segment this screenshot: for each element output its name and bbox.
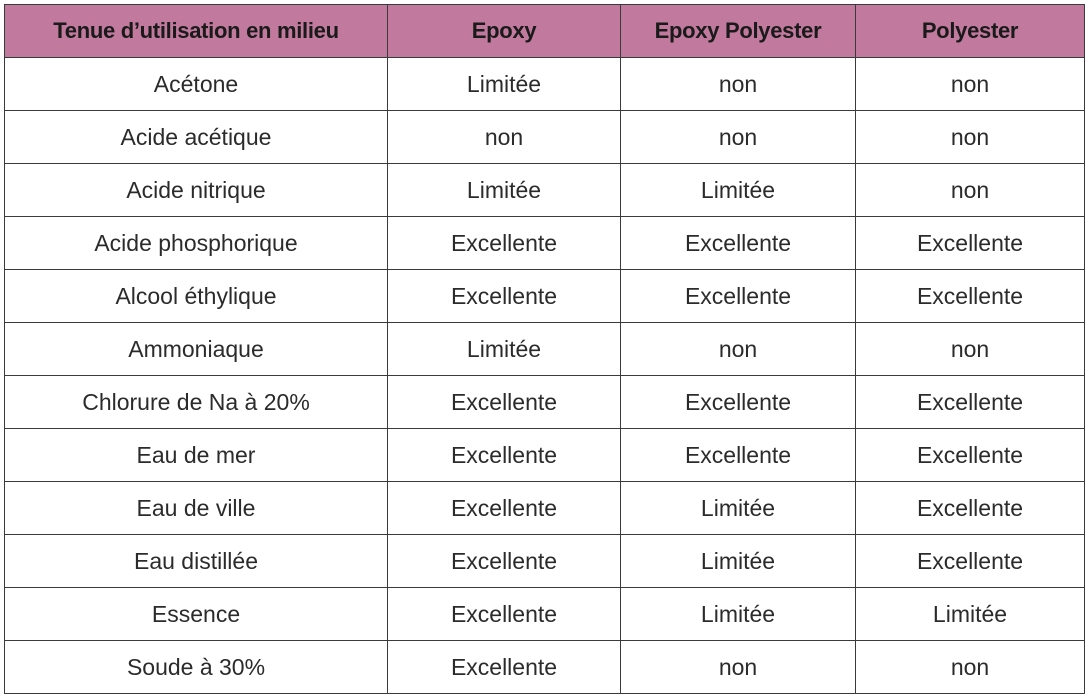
cell-environment: Eau distillée xyxy=(5,535,388,588)
table-row xyxy=(5,376,1085,429)
cell-epoxy: Excellente xyxy=(388,270,621,323)
cell-epoxy-polyester: non xyxy=(621,323,856,376)
cell-polyester: non xyxy=(856,323,1085,376)
cell-epoxy-polyester: non xyxy=(621,58,856,111)
cell-epoxy: Excellente xyxy=(388,641,621,694)
cell-epoxy-polyester: non xyxy=(621,111,856,164)
cell-polyester: Excellente xyxy=(856,376,1085,429)
cell-environment: Soude à 30% xyxy=(5,641,388,694)
header-epoxy-polyester: Epoxy Polyester xyxy=(621,5,856,58)
cell-polyester: non xyxy=(856,641,1085,694)
cell-epoxy-polyester: Limitée xyxy=(621,164,856,217)
table-row xyxy=(5,641,1085,694)
cell-polyester: Limitée xyxy=(856,588,1085,641)
cell-environment: Ammoniaque xyxy=(5,323,388,376)
table-row xyxy=(5,535,1085,588)
table-row xyxy=(5,270,1085,323)
cell-epoxy: Excellente xyxy=(388,376,621,429)
cell-epoxy: Limitée xyxy=(388,58,621,111)
cell-environment: Acide acétique xyxy=(5,111,388,164)
cell-polyester: non xyxy=(856,111,1085,164)
cell-epoxy-polyester: Excellente xyxy=(621,270,856,323)
cell-environment: Essence xyxy=(5,588,388,641)
cell-epoxy: Excellente xyxy=(388,217,621,270)
table-row xyxy=(5,111,1085,164)
cell-epoxy: non xyxy=(388,111,621,164)
header-row xyxy=(5,5,1085,58)
header-environment: Tenue d’utilisation en milieu xyxy=(5,5,388,58)
cell-environment: Eau de ville xyxy=(5,482,388,535)
table-body xyxy=(5,58,1085,694)
table-row xyxy=(5,482,1085,535)
header-epoxy: Epoxy xyxy=(388,5,621,58)
cell-polyester: Excellente xyxy=(856,270,1085,323)
table-row xyxy=(5,323,1085,376)
cell-epoxy-polyester: Excellente xyxy=(621,429,856,482)
table-row xyxy=(5,217,1085,270)
cell-environment: Eau de mer xyxy=(5,429,388,482)
cell-epoxy-polyester: Limitée xyxy=(621,482,856,535)
table-header xyxy=(5,5,1085,58)
table-row xyxy=(5,429,1085,482)
table-row xyxy=(5,588,1085,641)
cell-epoxy-polyester: Limitée xyxy=(621,535,856,588)
cell-environment: Acide nitrique xyxy=(5,164,388,217)
cell-epoxy: Excellente xyxy=(388,535,621,588)
cell-polyester: Excellente xyxy=(856,217,1085,270)
cell-epoxy-polyester: non xyxy=(621,641,856,694)
header-polyester: Polyester xyxy=(856,5,1085,58)
cell-environment: Chlorure de Na à 20% xyxy=(5,376,388,429)
cell-epoxy-polyester: Limitée xyxy=(621,588,856,641)
cell-epoxy: Excellente xyxy=(388,482,621,535)
cell-polyester: non xyxy=(856,164,1085,217)
cell-epoxy: Excellente xyxy=(388,429,621,482)
table-row xyxy=(5,164,1085,217)
cell-environment: Acide phosphorique xyxy=(5,217,388,270)
cell-polyester: Excellente xyxy=(856,429,1085,482)
cell-epoxy: Excellente xyxy=(388,588,621,641)
cell-epoxy: Limitée xyxy=(388,164,621,217)
cell-epoxy-polyester: Excellente xyxy=(621,376,856,429)
cell-polyester: non xyxy=(856,58,1085,111)
cell-epoxy-polyester: Excellente xyxy=(621,217,856,270)
cell-environment: Alcool éthylique xyxy=(5,270,388,323)
cell-polyester: Excellente xyxy=(856,482,1085,535)
cell-environment: Acétone xyxy=(5,58,388,111)
table-row xyxy=(5,58,1085,111)
cell-epoxy: Limitée xyxy=(388,323,621,376)
chemical-resistance-table xyxy=(4,4,1085,694)
cell-polyester: Excellente xyxy=(856,535,1085,588)
